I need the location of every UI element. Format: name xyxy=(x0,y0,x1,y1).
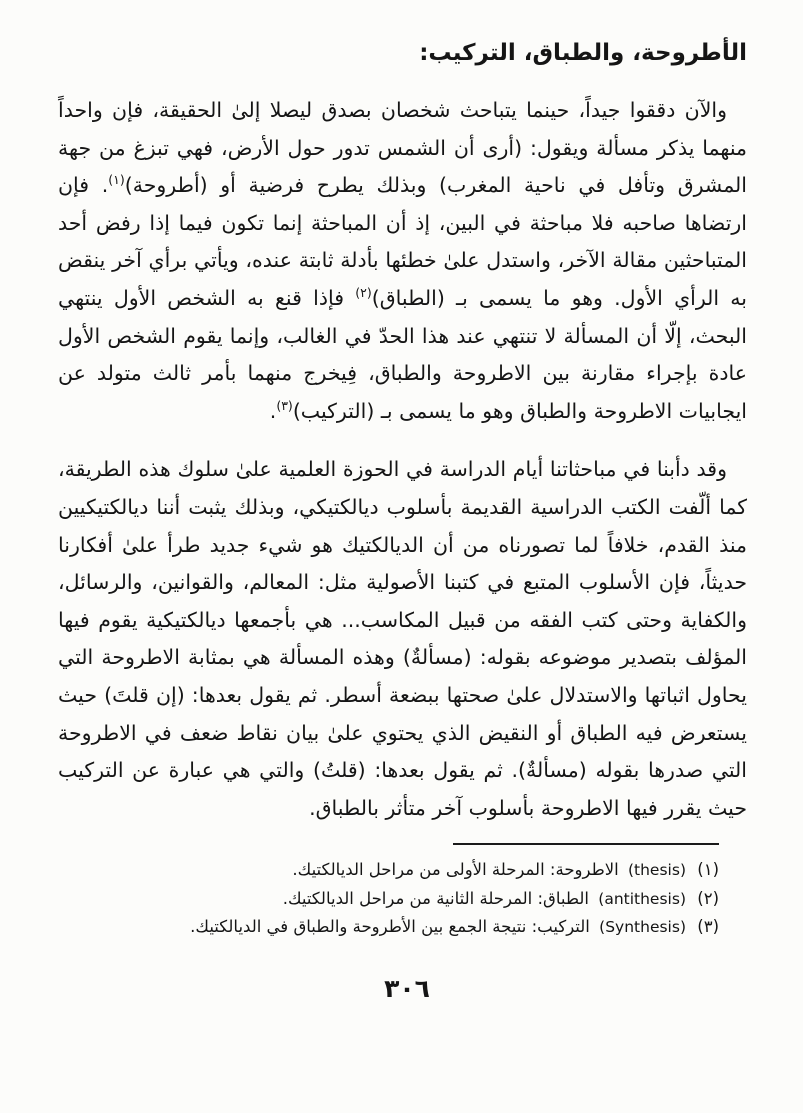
footnote-ref-1: (١) xyxy=(108,172,125,188)
paragraph-2 xyxy=(58,451,747,827)
text-run: والآن دققوا جيداً، حينما يتباحث شخصان بصدق ليصلا إلىٰ الحقيقة، فإن واحداً منهما يذكر مسألة ويقول: (أرى أن الشمس تدور حول الأرض، فهي تبزغ من جهة المشرق وتأفل في ناحية المغرب) وبذلك يطرح فرضية أو (أطروحة) xyxy=(58,98,747,198)
footnote-3 xyxy=(58,913,719,942)
footnote-text: الطباق: المرحلة الثانية من مراحل الديالكتيك. xyxy=(282,888,590,908)
text-run: فإذا قنع به الشخص الأول ينتهي البحث، إلّا أن المسألة لا تنتهي عند هذا الحدّ في الغالب، وإنما يقوم الشخص الأول عادة بإجراء مقارنة بين الاطروحة والطباق، فِيخرج منهما بأمر ثالث متولد عن ايجابيات الاطروحة والطباق وهو ما يسمى بـ (التركيب) xyxy=(58,285,747,423)
text-run: وقد دأبنا في مباحثاتنا أيام الدراسة في الحوزة العلمية علىٰ سلوك هذه الطريقة، كما ألّفت الكتب الدراسية القديمة بأسلوب ديالكتيكي، وبذلك يثبت أننا ديالكتيكيين منذ القدم، خلافاً لما تصورناه من أن الديالكتيك هو شيء جديد طرأ علىٰ أفكارنا حديثاً، فإن الأسلوب المتبع في كتبنا الأصولية مثل: المعالم، والقوانين، والرسائل، والكفاية وحتى كتب الفقه من قبيل المكاسب... هي بأجمعها ديالكتيكية يقوم فيها المؤلف بتصدير موضوعه بقوله: (مسألةٌ) وهذه المسألة هي بمثابة الاطروحة التي يحاول اثباتها والاستدلال علىٰ صحتها ببضعة أسطر. ثم يقول بعدها: (إن قلتَ) حيث يستعرض فيه الطباق أو النقيض الذي يحتوي علىٰ بيان نقاط ضعف في الاطروحة التي صدرها بقوله (مسألةٌ). ثم يقول بعدها: (قلتُ) والتي هي عبارة عن التركيب حيث يقرر فيها الاطروحة بأسلوب آخر متأثر بالطباق. xyxy=(58,457,747,820)
text-run: . فإن ارتضاها صاحبه فلا مباحثة في البين، إذ أن المباحثة إنما تكون فيما إذا رفض أحد المتباحثين مقالة الآخر، واستدل علىٰ خطئها بأدلة ثابتة عنده، ويأتي برأي آخر ينقض به الرأي الأول. وهو ما يسمى بـ (الطباق) xyxy=(58,173,748,310)
footnote-ref-2: (٢) xyxy=(355,284,372,300)
paragraph-1 xyxy=(58,92,747,430)
text-run: . xyxy=(269,398,277,423)
page-number: ٣٠٦ xyxy=(384,973,430,1003)
body-text xyxy=(58,92,747,827)
footnote-separator xyxy=(453,843,719,845)
footnote-number: (٢) xyxy=(697,888,719,908)
footnote-text: الاطروحة: المرحلة الأولى من مراحل الديالكتيك. xyxy=(292,860,619,880)
footnote-ref-3: (٣) xyxy=(276,397,293,413)
footnote-latin-term: (Synthesis) xyxy=(599,918,686,937)
footnote-latin-term: (thesis) xyxy=(627,861,686,880)
footnote-number: (١) xyxy=(697,860,719,880)
footnote-number: (٣) xyxy=(697,917,719,937)
footnote-2 xyxy=(58,885,719,914)
footnote-latin-term: (antithesis) xyxy=(598,889,686,908)
footnotes-section xyxy=(58,856,719,942)
footnote-1 xyxy=(58,856,719,885)
footnote-text: التركيب: نتيجة الجمع بين الأطروحة والطباق في الديالكتيك. xyxy=(190,917,590,937)
section-heading: الأطروحة، والطباق، التركيب: xyxy=(419,40,747,66)
